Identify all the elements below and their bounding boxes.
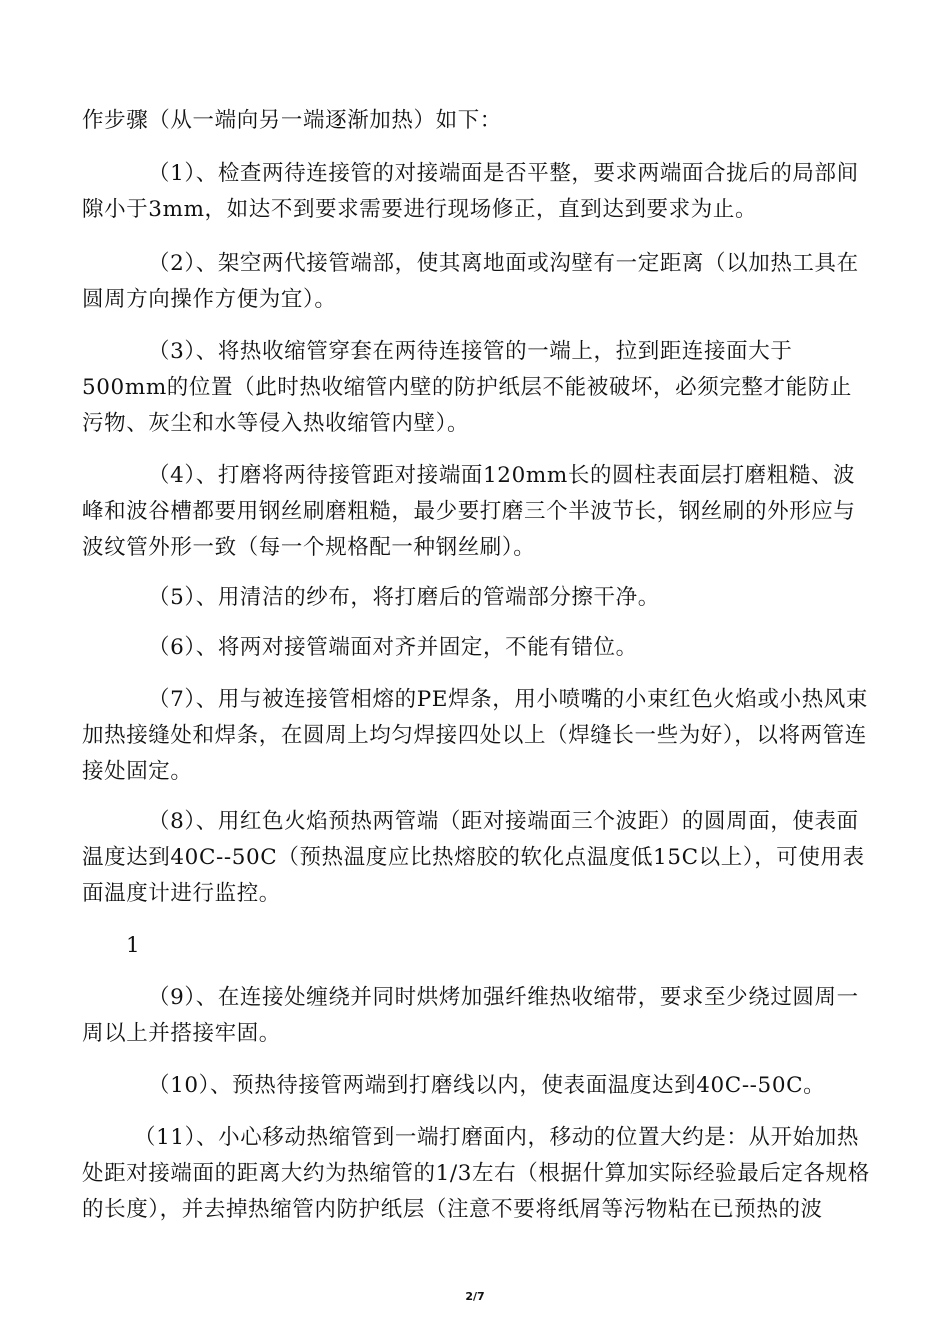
step-9: （9）、在连接处缠绕并同时烘烤加强纤维热收缩带，要求至少绕过圆周一周以上并搭接牢固。 [82, 985, 859, 1046]
page-footer-number: 2/7 [465, 1290, 485, 1303]
step-5: （5）、用清洁的纱布，将打磨后的管端部分擦干净。 [148, 585, 660, 610]
step-7: （7）、用与被连接管相熔的PE焊条，用小喷嘴的小束红色火焰或小热风束加热接缝处和焊条，在圆周上均匀焊接四处以上（焊缝长一些为好），以将两管连接处固定。 [82, 687, 868, 784]
step-6: （6）、将两对接管端面对齐并固定，不能有错位。 [148, 635, 638, 660]
intro-text: 作步骤（从一端向另一端逐渐加热）如下： [82, 108, 502, 133]
step-11: （11）、小心移动热缩管到一端打磨面内，移动的位置大约是：从开始加热处距对接端面的距离大约为热缩管的1/3左右（根据什算加实际经验最后定各规格的长度），并去掉热缩管内防护纸层（注意不要将纸屑等污物粘在已预热的波 [82, 1125, 870, 1222]
step-4: （4）、打磨将两待接管距对接端面120mm长的圆柱表面层打磨粗糙、波峰和波谷槽都要用钢丝刷磨粗糙，最少要打磨三个半波节长，钢丝刷的外形应与波纹管外形一致（每一个规格配一种钢丝刷）。 [82, 463, 856, 560]
step-1: （1）、检查两待连接管的对接端面是否平整，要求两端面合拢后的局部间隙小于3mm，如达不到要求需要进行现场修正，直到达到要求为止。 [82, 161, 859, 222]
step-3: （3）、将热收缩管穿套在两待连接管的一端上，拉到距连接面大于500mm的位置（此时热收缩管内壁的防护纸层不能被破坏，必须完整才能防止污物、灰尘和水等侵入热收缩管内壁）。 [82, 339, 852, 436]
inline-page-number: 1 [126, 933, 140, 958]
step-10: （10）、预热待接管两端到打磨线以内，使表面温度达到40C--50C。 [148, 1073, 826, 1098]
step-8: （8）、用红色火焰预热两管端（距对接端面三个波距）的圆周面，使表面温度达到40C--50C（预热温度应比热熔胶的软化点温度低15C以上），可使用表面温度计进行监控。 [82, 809, 865, 906]
step-2: （2）、架空两代接管端部，使其离地面或沟壁有一定距离（以加热工具在圆周方向操作方便为宜）。 [82, 251, 859, 312]
